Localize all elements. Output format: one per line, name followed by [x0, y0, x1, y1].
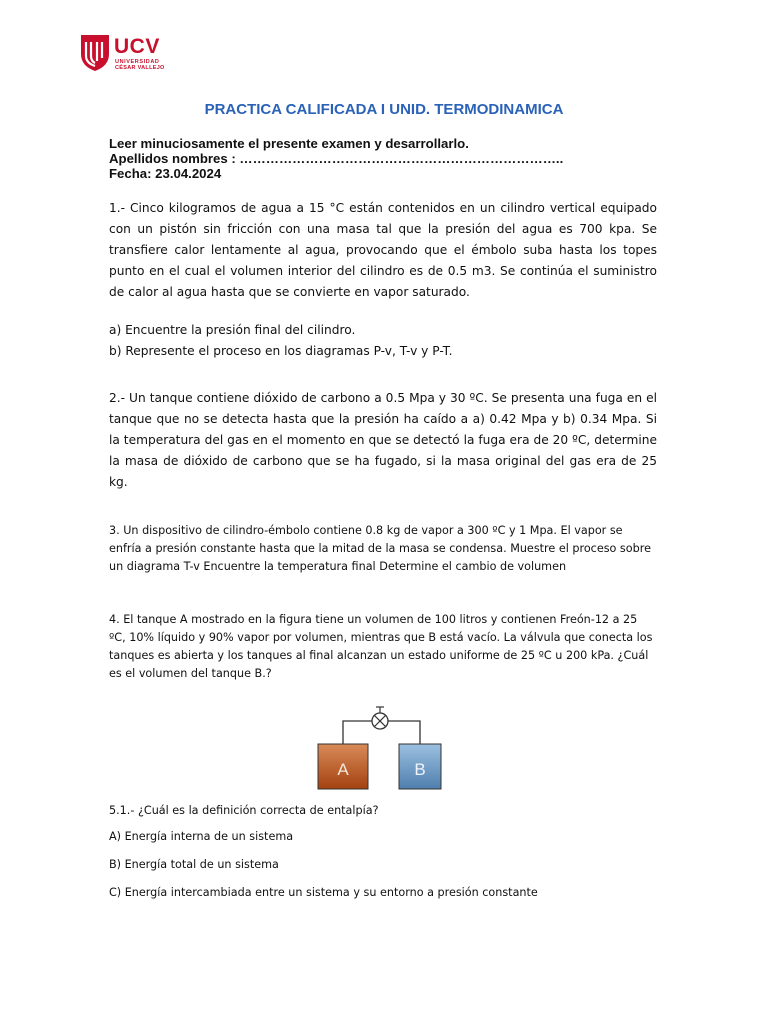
logo-subtitle-1: UNIVERSIDAD: [115, 59, 160, 65]
tanks-diagram: [302, 700, 466, 792]
pipe-left: [343, 721, 372, 744]
ucv-shield-icon: [80, 34, 110, 72]
tank-a-label: A: [337, 760, 349, 779]
option-b: B) Energía total de un sistema: [109, 858, 279, 871]
tank-b-label: B: [414, 760, 426, 779]
page-title: PRACTICA CALIFICADA I UNID. TERMODINAMICA: [204, 101, 564, 118]
question-1-part-a: a) Encuentre la presión final del cilindro.: [109, 323, 356, 337]
tanks-figure: [302, 700, 466, 792]
pipe-right: [388, 721, 420, 744]
logo-subtitle-2: CÉSAR VALLEJO: [115, 65, 165, 71]
question-1-part-b: b) Represente el proceso en los diagramas P-v, T-v y P-T.: [109, 344, 453, 358]
question-5: 5.1.- ¿Cuál es la definición correcta de entalpía?: [109, 804, 379, 817]
option-c: C) Energía intercambiada entre un sistema y su entorno a presión constante: [109, 886, 538, 899]
date-text: Fecha: 23.04.2024: [109, 166, 222, 181]
question-4: 4. El tanque A mostrado en la figura tiene un volumen de 100 litros y contienen Freón-12 a 25 ºC, 10% líquido y 90% vapor por volumen, mientras que B está vacío. La válvula que conecta los tanques es abierta y los tanques al final alcanzan un estado uniforme de 25 ºC u 200 kPa. ¿Cuál es el volumen del tanque B.?: [109, 613, 653, 680]
instruction-text: Leer minuciosamente el presente examen y desarrollarlo.: [109, 136, 469, 151]
valve-icon: [372, 707, 388, 729]
exam-header: [109, 136, 563, 181]
ucv-logo: [80, 34, 170, 74]
logo-wordmark: UCV: [114, 35, 160, 58]
question-1: 1.- Cinco kilogramos de agua a 15 °C están contenidos en un cilindro vertical equipado con un pistón sin fricción con una masa tal que la presión del agua es 700 kpa. Se transfiere calor lentamente al agua, provocando que el émbolo suba hasta los topes punto en el cual el volumen interior del cilindro es de 0.5 m3. Se continúa el suministro de calor al agua hasta que se convierte en vapor saturado.: [109, 201, 657, 299]
option-a: A) Energía interna de un sistema: [109, 830, 294, 843]
names-field: Apellidos nombres : ………………………………………………………………..: [109, 151, 564, 166]
question-3: 3. Un dispositivo de cilindro-émbolo contiene 0.8 kg de vapor a 300 ºC y 1 Mpa. El vapor se enfría a presión constante hasta que la mitad de la masa se condensa. Muestre el proceso sobre un diagrama T-v Encuentre la temperatura final Determine el cambio de volumen: [109, 524, 651, 573]
question-2: 2.- Un tanque contiene dióxido de carbono a 0.5 Mpa y 30 ºC. Se presenta una fuga en el tanque que no se detecta hasta que la presión ha caído a a) 0.42 Mpa y b) 0.34 Mpa. Si la temperatura del gas en el momento en que se detectó la fuga era de 20 ºC, determine la masa de dióxido de carbono que se ha fugado, si la masa original del gas era de 25 kg.: [109, 391, 657, 489]
